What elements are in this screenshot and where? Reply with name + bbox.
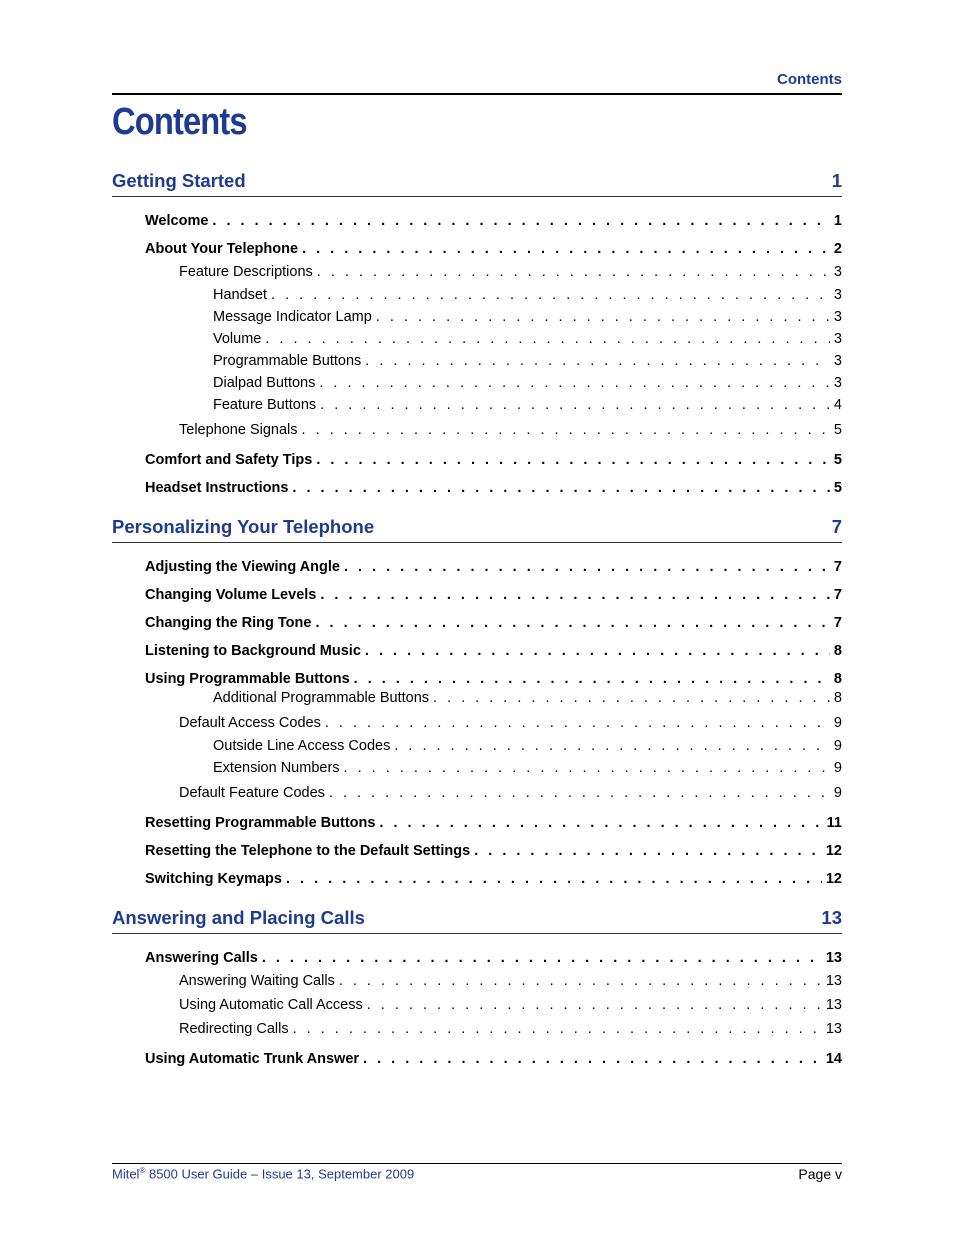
toc-entry[interactable] <box>112 781 842 805</box>
dot-leader <box>365 637 830 665</box>
toc-entry-page: 9 <box>833 785 842 801</box>
toc-entry-page: 11 <box>826 815 842 831</box>
toc-entry[interactable] <box>112 757 842 779</box>
footer-page-number: Page v <box>798 1166 842 1182</box>
toc-section-heading[interactable] <box>112 164 842 197</box>
dot-leader <box>212 207 830 235</box>
toc-section-entries <box>112 207 842 502</box>
toc-section-title: Getting Started <box>112 170 246 191</box>
toc-entry[interactable] <box>112 837 842 865</box>
toc-entry[interactable] <box>112 1017 842 1041</box>
toc-section-heading[interactable] <box>112 510 842 543</box>
dot-leader <box>320 581 830 609</box>
toc-entry[interactable] <box>112 735 842 757</box>
toc-entry-page: 1 <box>833 213 842 229</box>
dot-leader <box>329 781 830 805</box>
toc-entry[interactable] <box>112 446 842 474</box>
toc-entry[interactable] <box>112 418 842 442</box>
toc-entry[interactable] <box>112 637 842 665</box>
toc-entry-page: 4 <box>833 397 842 413</box>
toc-entry-label: Changing Volume Levels <box>145 587 317 603</box>
dot-leader <box>262 944 822 972</box>
footer-guide-title: 8500 User Guide – Issue 13, September 2009 <box>145 1166 415 1182</box>
toc-entry-page: 5 <box>833 452 842 468</box>
dot-leader <box>316 446 830 474</box>
dot-leader <box>379 809 822 837</box>
toc-entry[interactable] <box>112 581 842 609</box>
registered-mark: ® <box>139 1166 146 1175</box>
toc-entry-label: Feature Descriptions <box>179 264 313 280</box>
dot-leader <box>325 711 830 735</box>
toc-entry-label: Headset Instructions <box>145 480 289 496</box>
footer-brand: Mitel <box>112 1166 140 1182</box>
toc-entry-label: Comfort and Safety Tips <box>145 452 313 468</box>
toc-entry[interactable] <box>112 284 842 306</box>
toc-entry-page: 2 <box>833 241 842 257</box>
toc-entry-page: 7 <box>833 587 842 603</box>
toc-entry[interactable] <box>112 809 842 837</box>
toc-entry[interactable] <box>112 394 842 416</box>
toc-entry-page: 5 <box>833 480 842 496</box>
toc-section-heading[interactable] <box>112 901 842 934</box>
toc-entry-page: 12 <box>825 871 842 887</box>
dot-leader <box>317 260 830 284</box>
toc-entry-label: Using Automatic Trunk Answer <box>145 1051 360 1067</box>
toc-entry-label: Resetting the Telephone to the Default Settings <box>145 843 471 859</box>
footer-guide-info <box>112 1166 414 1182</box>
dot-leader <box>286 865 822 893</box>
toc-entry-label: Message Indicator Lamp <box>213 309 372 325</box>
toc-entry-label: Dialpad Buttons <box>213 375 316 391</box>
footer <box>112 1166 842 1182</box>
dot-leader <box>302 418 830 442</box>
toc-entry[interactable] <box>112 306 842 328</box>
dot-leader <box>315 609 829 637</box>
toc-entry-page: 3 <box>833 353 842 369</box>
toc-entry[interactable] <box>112 609 842 637</box>
toc-entry-page: 7 <box>833 559 842 575</box>
toc-entry-page: 7 <box>833 615 842 631</box>
table-of-contents <box>112 164 842 1081</box>
toc-entry[interactable] <box>112 993 842 1017</box>
dot-leader <box>271 284 830 306</box>
toc-entry[interactable] <box>112 687 842 709</box>
toc-entry-label: Changing the Ring Tone <box>145 615 312 631</box>
dot-leader <box>365 350 830 372</box>
dot-leader <box>339 969 822 993</box>
dot-leader <box>474 837 822 865</box>
toc-entry[interactable] <box>112 1045 842 1073</box>
toc-entry-page: 3 <box>833 309 842 325</box>
header-rule <box>112 93 842 95</box>
toc-entry-page: 9 <box>833 715 842 731</box>
toc-entry-label: Welcome <box>145 213 209 229</box>
toc-entry[interactable] <box>112 553 842 581</box>
toc-section-page: 13 <box>821 907 842 928</box>
toc-entry-page: 8 <box>833 671 842 687</box>
dot-leader <box>302 235 830 263</box>
dot-leader <box>293 1017 822 1041</box>
toc-entry[interactable] <box>112 207 842 235</box>
toc-entry-page: 12 <box>825 843 842 859</box>
toc-entry-label: Answering Waiting Calls <box>179 973 335 989</box>
toc-section-title: Personalizing Your Telephone <box>112 516 375 537</box>
toc-section-page: 1 <box>831 170 842 191</box>
toc-entry-page: 9 <box>833 760 842 776</box>
running-header: Contents <box>777 71 842 88</box>
toc-entry[interactable] <box>112 711 842 735</box>
toc-entry-page: 5 <box>833 422 842 438</box>
toc-entry-page: 13 <box>825 997 842 1013</box>
toc-entry-page: 3 <box>833 287 842 303</box>
toc-entry-label: Switching Keymaps <box>145 871 282 887</box>
toc-entry[interactable] <box>112 969 842 993</box>
dot-leader <box>363 1045 822 1073</box>
toc-entry-page: 13 <box>825 1021 842 1037</box>
dot-leader <box>394 735 830 757</box>
toc-entry-page: 14 <box>825 1051 842 1067</box>
toc-entry-label: Listening to Background Music <box>145 643 361 659</box>
toc-entry-label: Using Programmable Buttons <box>145 671 350 687</box>
toc-entry-page: 8 <box>833 643 842 659</box>
toc-entry[interactable] <box>112 474 842 502</box>
dot-leader <box>367 993 822 1017</box>
toc-entry-label: Feature Buttons <box>213 397 317 413</box>
toc-entry-page: 13 <box>825 973 842 989</box>
toc-entry[interactable] <box>112 235 842 263</box>
toc-entry-page: 8 <box>833 690 842 706</box>
toc-entry-page: 3 <box>833 264 842 280</box>
toc-entry-page: 9 <box>833 738 842 754</box>
toc-entry-label: Handset <box>213 287 268 303</box>
toc-entry-label: Redirecting Calls <box>179 1021 289 1037</box>
dot-leader <box>376 306 830 328</box>
toc-entry-label: About Your Telephone <box>145 241 299 257</box>
toc-entry[interactable] <box>112 350 842 372</box>
toc-section-page: 7 <box>831 516 842 537</box>
toc-entry-label: Additional Programmable Buttons <box>213 690 430 706</box>
toc-entry[interactable] <box>112 865 842 893</box>
dot-leader <box>265 328 830 350</box>
toc-entry-label: Using Automatic Call Access <box>179 997 363 1013</box>
toc-entry[interactable] <box>112 944 842 972</box>
toc-entry[interactable] <box>112 328 842 350</box>
dot-leader <box>320 394 830 416</box>
toc-section-entries <box>112 944 842 1073</box>
toc-entry[interactable] <box>112 260 842 284</box>
toc-entry-label: Outside Line Access Codes <box>213 738 391 754</box>
toc-entry-label: Telephone Signals <box>179 422 298 438</box>
toc-entry-label: Resetting Programmable Buttons <box>145 815 376 831</box>
page-title: Contents <box>112 101 247 143</box>
dot-leader <box>292 474 830 502</box>
toc-entry-label: Default Feature Codes <box>179 785 325 801</box>
toc-entry-label: Programmable Buttons <box>213 353 362 369</box>
dot-leader <box>344 553 830 581</box>
dot-leader <box>344 757 830 779</box>
toc-entry-label: Default Access Codes <box>179 715 321 731</box>
toc-entry-page: 3 <box>833 375 842 391</box>
dot-leader <box>433 687 830 709</box>
toc-section-title: Answering and Placing Calls <box>112 907 365 928</box>
toc-entry-label: Volume <box>213 331 262 347</box>
toc-entry-label: Answering Calls <box>145 950 258 966</box>
toc-entry-page: 13 <box>825 950 842 966</box>
toc-entry[interactable] <box>112 372 842 394</box>
toc-entry-label: Extension Numbers <box>213 760 340 776</box>
toc-entry-page: 3 <box>833 331 842 347</box>
toc-entry-label: Adjusting the Viewing Angle <box>145 559 340 575</box>
footer-rule <box>112 1163 842 1164</box>
dot-leader <box>319 372 830 394</box>
toc-section-entries <box>112 553 842 893</box>
